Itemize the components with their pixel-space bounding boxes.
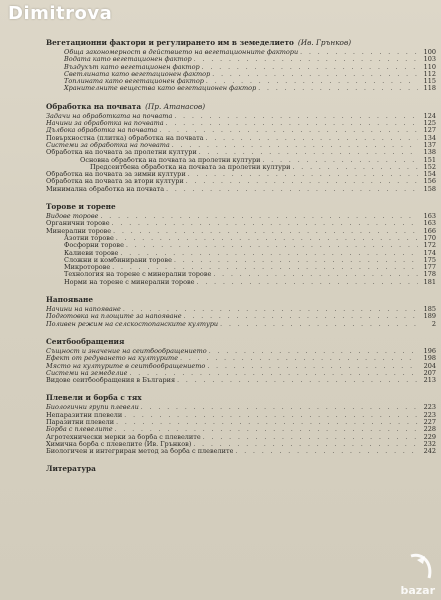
dot-leader bbox=[126, 242, 418, 249]
toc-entry bbox=[46, 71, 436, 78]
toc-entry-label: Задачи на обработката на почвата bbox=[46, 112, 173, 120]
toc-entry-page-number: 154 bbox=[423, 170, 436, 179]
dot-leader bbox=[186, 178, 418, 185]
toc-entry bbox=[46, 49, 436, 56]
toc-entry-label: Основна обработка на почвата за пролетни култури bbox=[80, 156, 261, 164]
toc-entry-page-number: 227 bbox=[423, 417, 436, 426]
dot-leader bbox=[188, 171, 418, 178]
toc-entry bbox=[46, 56, 436, 63]
toc-entry-label: Минимална обработка на почвата bbox=[46, 185, 165, 193]
toc-entry bbox=[46, 149, 436, 156]
toc-entry-label: Системи за обработка на почвата bbox=[46, 141, 170, 149]
toc-entry-label: Микроторове bbox=[64, 264, 111, 272]
toc-entry bbox=[46, 78, 436, 85]
toc-entry-page-number: 137 bbox=[423, 140, 436, 149]
toc-entry-label: Повърхностна (плитка) обработка на почвата bbox=[46, 134, 204, 142]
section-title bbox=[46, 202, 436, 212]
toc-entry-label: Топлината като вегетационен фактор bbox=[64, 78, 204, 86]
toc-section bbox=[46, 295, 436, 328]
toc-entry bbox=[46, 434, 436, 441]
dot-leader bbox=[220, 321, 418, 328]
dot-leader bbox=[199, 149, 418, 156]
toc-entry bbox=[46, 135, 436, 142]
toc-entry-label: Поливен режим на селскостопанските култури bbox=[46, 320, 219, 328]
toc-entry bbox=[46, 355, 436, 362]
toc-entry-label: Водата като вегетационен фактор bbox=[64, 56, 192, 64]
toc-entry-page-number: 232 bbox=[423, 439, 436, 448]
section-title bbox=[46, 393, 436, 403]
dot-leader bbox=[123, 306, 418, 313]
toc-section bbox=[46, 38, 436, 93]
dot-leader bbox=[258, 85, 418, 92]
toc-entry-page-number: 152 bbox=[423, 162, 436, 171]
toc-entry-page-number: 118 bbox=[423, 84, 436, 93]
toc-entry bbox=[46, 157, 436, 164]
toc-entry bbox=[46, 448, 436, 455]
toc-entry bbox=[46, 321, 436, 328]
dot-leader bbox=[115, 426, 418, 433]
toc-entry bbox=[46, 142, 436, 149]
toc-entry bbox=[46, 313, 436, 320]
toc-entry-label: Начини за обработка на почвата bbox=[46, 120, 164, 128]
dot-leader bbox=[112, 220, 418, 227]
toc-entry-label: Органични торове bbox=[46, 220, 110, 228]
toc-entry-label: Видове сеитбообращения в България bbox=[46, 377, 176, 385]
toc-section bbox=[46, 464, 436, 474]
toc-entry bbox=[46, 279, 436, 286]
toc-entry-page-number: 213 bbox=[423, 376, 436, 385]
dot-leader bbox=[197, 279, 419, 286]
toc-entry bbox=[46, 171, 436, 178]
toc-entry-page-number: 103 bbox=[423, 55, 436, 64]
toc-entry-page-number: 175 bbox=[423, 255, 436, 264]
dot-leader bbox=[172, 142, 418, 149]
toc-entry-page-number: 110 bbox=[423, 62, 436, 71]
toc-entry-label: Предсеитбена обработка на почвата за пролетни култури bbox=[90, 163, 291, 171]
toc-section bbox=[46, 102, 436, 193]
toc-entry-page-number: 229 bbox=[423, 432, 436, 441]
toc-entry-label: Обработка на почвата за пролетни култури bbox=[46, 149, 197, 157]
dot-leader bbox=[235, 448, 418, 455]
toc-entry-label: Калиеви торове bbox=[64, 249, 119, 257]
dot-leader bbox=[174, 257, 418, 264]
toc-entry bbox=[46, 242, 436, 249]
toc-entry-page-number: 181 bbox=[423, 277, 436, 286]
dot-leader bbox=[184, 313, 418, 320]
toc-entry bbox=[46, 377, 436, 384]
toc-entry bbox=[46, 264, 436, 271]
toc-entry bbox=[46, 113, 436, 120]
toc-entry-label: Обработка на почвата за зимни култури bbox=[46, 171, 186, 179]
toc-entry-page-number: 185 bbox=[423, 305, 436, 314]
toc-entry-page-number: 204 bbox=[423, 361, 436, 370]
toc-entry-label: Начини на напояване bbox=[46, 306, 121, 314]
toc-entry bbox=[46, 257, 436, 264]
toc-entry-label: Биологични групи плевели bbox=[46, 404, 139, 412]
dot-leader bbox=[262, 157, 418, 164]
dot-leader bbox=[194, 56, 418, 63]
toc-entry-label: Хранителните вещества като вегетационен фактор bbox=[64, 85, 257, 93]
toc-entry-label: Видове торове bbox=[46, 213, 99, 221]
toc-entry-page-number: 124 bbox=[423, 111, 436, 120]
toc-entry-label: Паразитни плевели bbox=[46, 418, 115, 426]
toc-entry-page-number: 196 bbox=[423, 346, 436, 355]
dot-leader bbox=[300, 49, 418, 56]
toc-entry-page-number: 223 bbox=[423, 403, 436, 412]
toc-entry-page-number: 134 bbox=[423, 133, 436, 142]
toc-entry bbox=[46, 426, 436, 433]
toc-entry bbox=[46, 120, 436, 127]
toc-entry bbox=[46, 127, 436, 134]
toc-entry-page-number: 174 bbox=[423, 248, 436, 257]
dot-leader bbox=[206, 78, 418, 85]
dot-leader bbox=[292, 164, 418, 171]
toc-entry-page-number: 170 bbox=[423, 233, 436, 242]
section-title bbox=[46, 38, 436, 48]
section-title-text: Обработка на почвата bbox=[46, 101, 142, 111]
toc-entry-page-number: 178 bbox=[423, 270, 436, 279]
toc-entry-page-number: 2 bbox=[431, 319, 436, 328]
toc-entry-page-number: 242 bbox=[423, 447, 436, 456]
dot-leader bbox=[116, 235, 418, 242]
dot-leader bbox=[209, 348, 418, 355]
dot-leader bbox=[129, 370, 418, 377]
section-title bbox=[46, 464, 436, 474]
toc-entry-label: Светлината като вегетационен фактор bbox=[64, 70, 211, 78]
toc-entry-label: Обща закономерност в действието на вегетационните фактори bbox=[64, 49, 299, 56]
toc-entry-page-number: 172 bbox=[423, 241, 436, 250]
toc-entry-label: Ефект от редуването на културите bbox=[46, 355, 179, 363]
section-title bbox=[46, 102, 436, 112]
table-of-contents bbox=[46, 38, 436, 483]
dot-leader bbox=[166, 120, 418, 127]
toc-entry bbox=[46, 220, 436, 227]
toc-entry bbox=[46, 306, 436, 313]
dot-leader bbox=[174, 113, 418, 120]
section-author: (Пр. Атанасов) bbox=[145, 101, 206, 111]
toc-entry-label: Обработка на почвата за втори култури bbox=[46, 178, 184, 186]
toc-entry bbox=[46, 250, 436, 257]
toc-entry bbox=[46, 419, 436, 426]
toc-entry-label: Подготовка на площите за напояване bbox=[46, 313, 182, 321]
dot-leader bbox=[113, 228, 418, 235]
toc-entry bbox=[46, 412, 436, 419]
toc-entry-label: Място на културите в сеитбообращението bbox=[46, 362, 206, 370]
section-title bbox=[46, 337, 436, 347]
toc-section bbox=[46, 202, 436, 286]
toc-entry-label: Технология на торене с минерални торове bbox=[64, 271, 212, 279]
dot-leader bbox=[124, 412, 418, 419]
toc-entry-label: Химична борба с плевелите (Ив. Грънков) bbox=[46, 440, 192, 448]
toc-entry-page-number: 166 bbox=[423, 226, 436, 235]
dot-leader bbox=[203, 434, 418, 441]
toc-entry-label: Борба с плевелите bbox=[46, 426, 113, 434]
dot-leader bbox=[180, 355, 418, 362]
toc-entry bbox=[46, 363, 436, 370]
toc-entry-page-number: 223 bbox=[423, 410, 436, 419]
dot-leader bbox=[202, 64, 418, 71]
toc-entry-page-number: 177 bbox=[423, 263, 436, 272]
toc-entry-label: Същност и значение на сеитбообращението bbox=[46, 347, 207, 355]
toc-entry-page-number: 207 bbox=[423, 368, 436, 377]
section-title-text: Сеитбообращения bbox=[46, 336, 125, 346]
dot-leader bbox=[100, 213, 418, 220]
toc-entry bbox=[46, 235, 436, 242]
toc-entry bbox=[46, 178, 436, 185]
toc-entry-page-number: 115 bbox=[423, 77, 436, 86]
section-title-text: Напояване bbox=[46, 295, 94, 305]
toc-entry-label: Въздухът като вегетационен фактор bbox=[64, 63, 200, 71]
section-title-text: Торове и торене bbox=[46, 202, 116, 212]
dot-leader bbox=[112, 264, 418, 271]
dot-leader bbox=[206, 135, 418, 142]
toc-entry-page-number: 163 bbox=[423, 212, 436, 221]
toc-entry bbox=[46, 228, 436, 235]
dot-leader bbox=[159, 127, 418, 134]
toc-entry bbox=[46, 441, 436, 448]
toc-entry-label: Азотни торове bbox=[64, 234, 114, 242]
dot-leader bbox=[166, 186, 418, 193]
toc-entry bbox=[46, 164, 436, 171]
dot-leader bbox=[177, 377, 418, 384]
section-title-text: Вегетационни фактори и регулирането им в земеделието bbox=[46, 38, 294, 47]
toc-entry-label: Минерални торове bbox=[46, 227, 112, 235]
toc-section bbox=[46, 337, 436, 384]
dot-leader bbox=[120, 250, 418, 257]
toc-entry-page-number: 151 bbox=[423, 155, 436, 164]
toc-entry-page-number: 156 bbox=[423, 177, 436, 186]
toc-entry-page-number: 112 bbox=[423, 69, 436, 78]
toc-entry-label: Непаразитни плевели bbox=[46, 411, 123, 419]
toc-entry-page-number: 125 bbox=[423, 119, 436, 128]
toc-entry bbox=[46, 348, 436, 355]
toc-entry-page-number: 228 bbox=[423, 425, 436, 434]
section-author: (Ив. Грънков) bbox=[297, 38, 352, 47]
dot-leader bbox=[141, 404, 418, 411]
section-title bbox=[46, 295, 436, 305]
section-title-text: Литература bbox=[46, 464, 96, 474]
toc-entry-label: Фосфорни торове bbox=[64, 242, 124, 250]
dot-leader bbox=[116, 419, 418, 426]
dot-leader bbox=[207, 363, 418, 370]
toc-entry-label: Сложни и комбинирани торове bbox=[64, 256, 172, 264]
toc-entry bbox=[46, 404, 436, 411]
toc-entry-label: Агротехнически мерки за борба с плевелите bbox=[46, 433, 201, 441]
toc-entry bbox=[46, 64, 436, 71]
toc-entry bbox=[46, 85, 436, 92]
toc-entry-page-number: 100 bbox=[423, 48, 436, 56]
toc-entry-label: Системи на земеделие bbox=[46, 369, 128, 377]
toc-entry-page-number: 138 bbox=[423, 148, 436, 157]
toc-entry-page-number: 127 bbox=[423, 126, 436, 135]
dot-leader bbox=[213, 271, 418, 278]
dot-leader bbox=[193, 441, 418, 448]
toc-entry-page-number: 189 bbox=[423, 312, 436, 321]
toc-entry bbox=[46, 213, 436, 220]
toc-entry-label: Биологичен и интегриран метод за борба с плевелите bbox=[46, 448, 234, 456]
toc-entry-page-number: 198 bbox=[423, 354, 436, 363]
toc-entry-label: Дълбока обработка на почвата bbox=[46, 127, 158, 135]
toc-entry bbox=[46, 186, 436, 193]
toc-section bbox=[46, 393, 436, 455]
watermark-text: Dimitrova bbox=[8, 3, 113, 24]
toc-entry-page-number: 158 bbox=[423, 184, 436, 193]
dot-leader bbox=[212, 71, 418, 78]
logo-text: bazar bbox=[400, 584, 435, 597]
toc-entry bbox=[46, 271, 436, 278]
section-title-text: Плевели и борба с тях bbox=[46, 393, 142, 403]
toc-entry-label: Норми на торене с минерални торове bbox=[64, 278, 195, 286]
toc-entry-page-number: 163 bbox=[423, 219, 436, 228]
toc-entry bbox=[46, 370, 436, 377]
